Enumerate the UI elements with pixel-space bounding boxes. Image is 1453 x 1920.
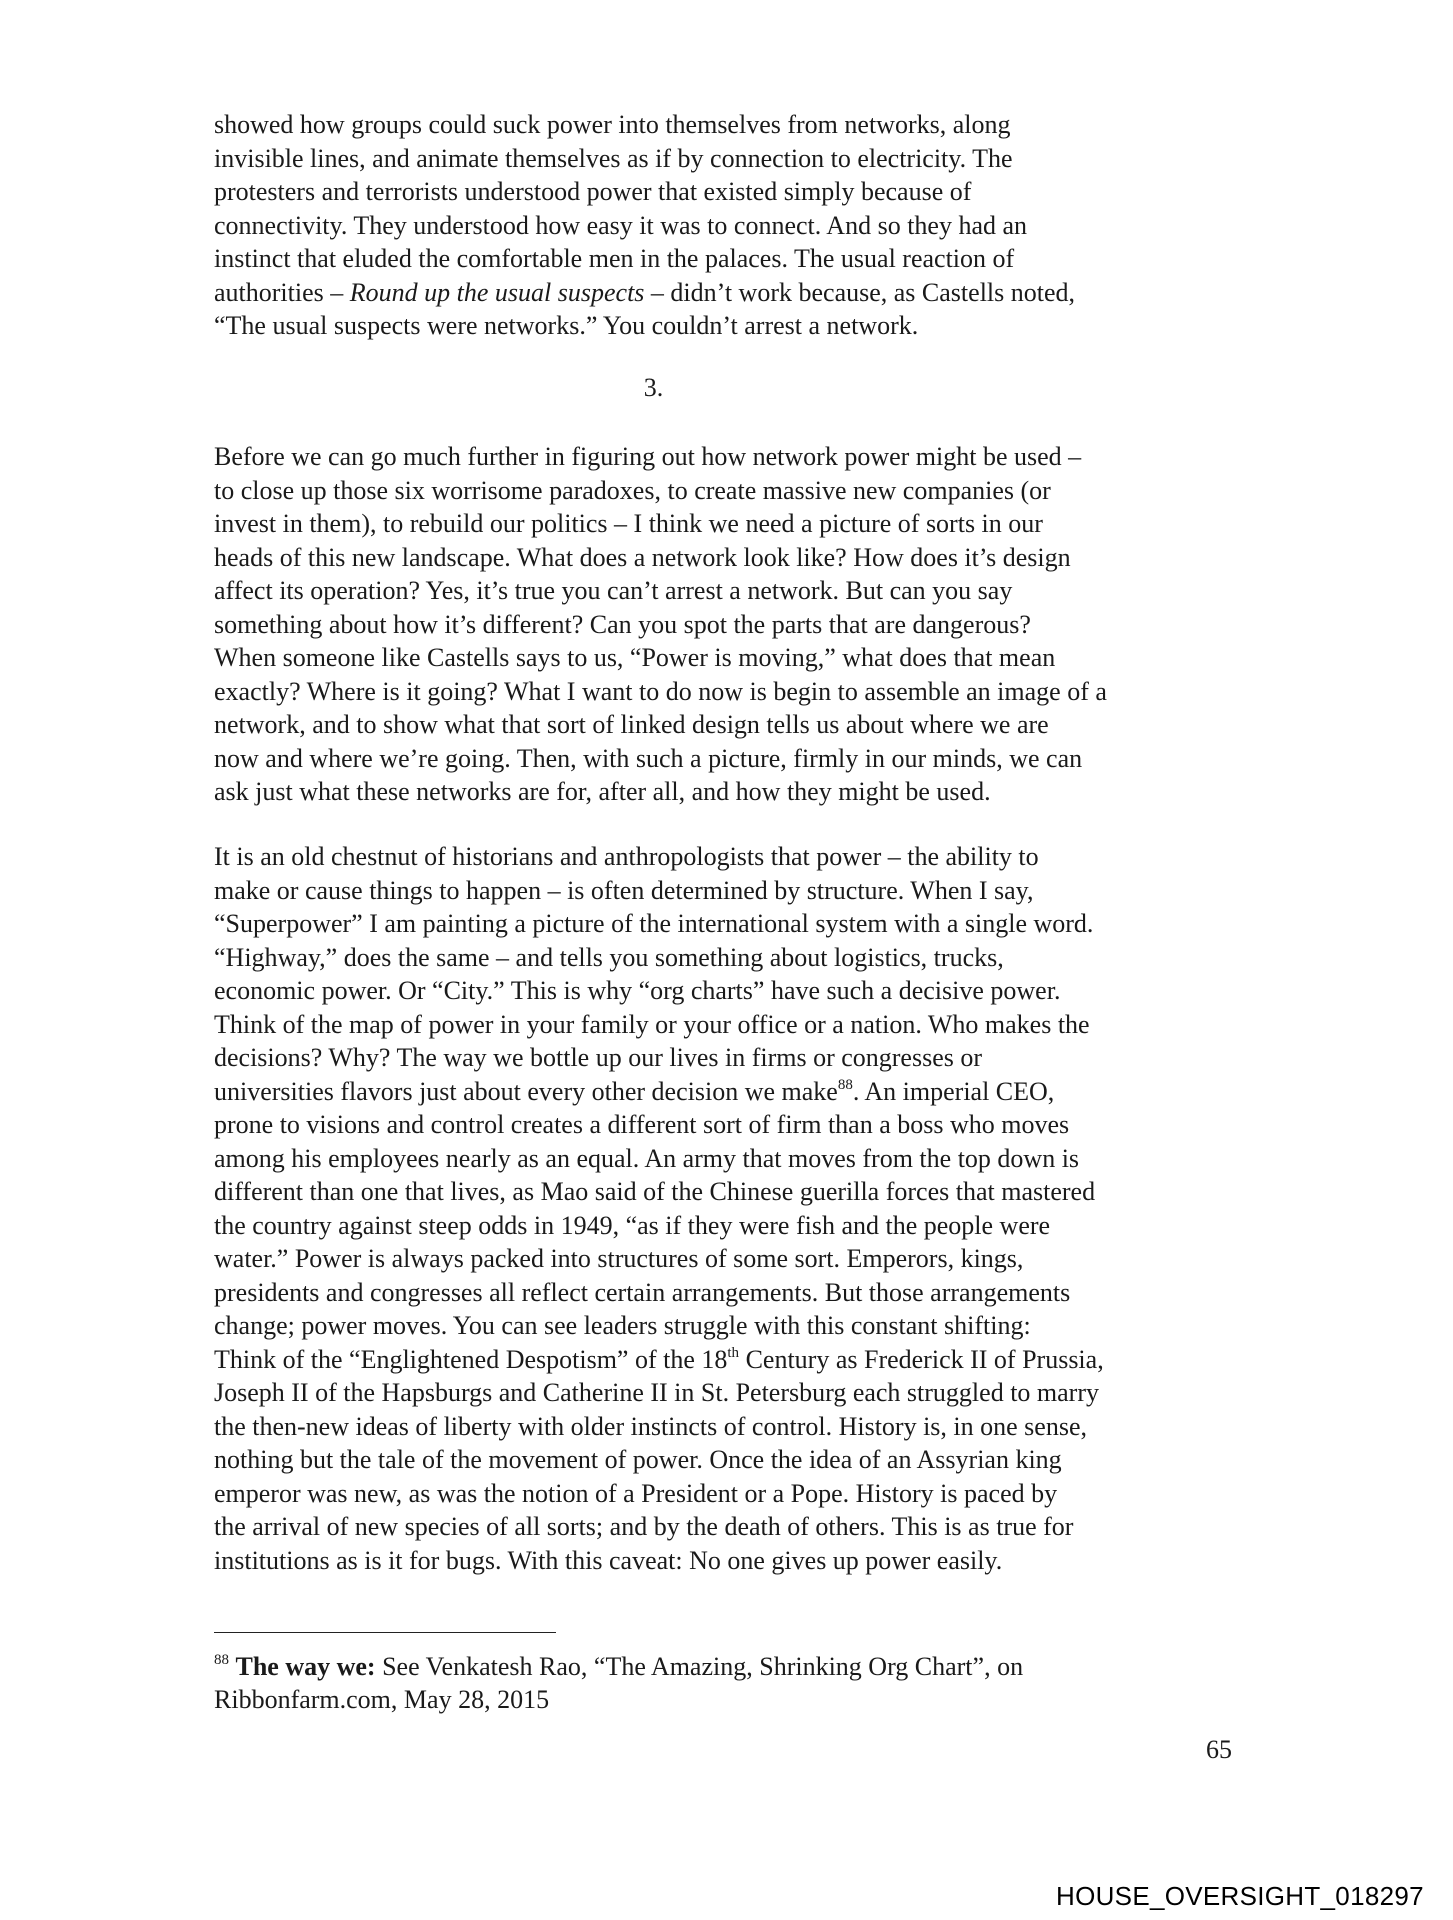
body-text-line: It is an old chestnut of historians and anthropologists that power – the ability to [214, 842, 1039, 871]
text-run: – didn’t work because, as Castells noted, [644, 277, 1076, 307]
body-text-line: the then-new ideas of liberty with older instincts of control. History is, in one sense, [214, 1411, 1087, 1441]
italic-quote: Round up the usual suspects [349, 277, 645, 307]
footnote-lead: The way we: [235, 1652, 376, 1681]
body-text-line: exactly? Where is it going? What I want to do now is begin to assemble an image of a [214, 676, 1107, 706]
text-run: Century as Frederick II of Prussia, [739, 1344, 1104, 1374]
text-run: authorities – [214, 277, 350, 307]
footnote-number: 88 [214, 1652, 229, 1668]
body-text-line: Before we can go much further in figuring out how network power might be used – [214, 442, 1082, 471]
body-text-line: decisions? Why? The way we bottle up our lives in firms or congresses or [214, 1043, 983, 1072]
body-text-line: the country against steep odds in 1949, “as if they were fish and the people were [214, 1210, 1051, 1240]
body-text-line: showed how groups could suck power into themselves from networks, along [214, 110, 1011, 139]
body-text-line: presidents and congresses all reflect certain arrangements. But those arrangements [214, 1277, 1071, 1307]
body-text-line: Joseph II of the Hapsburgs and Catherine II in St. Petersburg each struggled to marry [214, 1378, 1100, 1407]
footnote [214, 1652, 1023, 1682]
body-text-line: ask just what these networks are for, after all, and how they might be used. [214, 777, 991, 806]
section-number: 3. [643, 373, 664, 402]
body-text-line: Think of the map of power in your family or your office or a nation. Who makes the [214, 1009, 1090, 1039]
body-text-line: emperor was new, as was the notion of a President or a Pope. History is paced by [214, 1478, 1058, 1508]
body-text-line: “Superpower” I am painting a picture of the international system with a single word. [214, 909, 1094, 938]
text-run: . An imperial CEO, [852, 1076, 1055, 1106]
bates-stamp: HOUSE_OVERSIGHT_018297 [1056, 1881, 1424, 1911]
body-text-line: affect its operation? Yes, it’s true you can’t arrest a network. But can you say [214, 576, 1013, 605]
body-text-line: now and where we’re going. Then, with such a picture, firmly in our minds, we can [214, 743, 1083, 773]
footnote-text: See Venkatesh Rao, “The Amazing, Shrinking Org Chart”, on [375, 1652, 1024, 1681]
body-text-line: the arrival of new species of all sorts; and by the death of others. This is as true for [214, 1512, 1074, 1541]
body-text-line: instinct that eluded the comfortable men in the palaces. The usual reaction of [214, 244, 1015, 273]
body-text-line: water.” Power is always packed into structures of some sort. Emperors, kings, [214, 1244, 1024, 1273]
body-text-line: network, and to show what that sort of linked design tells us about where we are [214, 710, 1049, 739]
body-text-line: nothing but the tale of the movement of power. Once the idea of an Assyrian king [214, 1445, 1062, 1474]
body-text-line: among his employees nearly as an equal. An army that moves from the top down is [214, 1143, 1080, 1173]
body-text-line: different than one that lives, as Mao said of the Chinese guerilla forces that mastered [214, 1177, 1096, 1206]
footnote-line: Ribbonfarm.com, May 28, 2015 [214, 1685, 550, 1714]
body-text-line: make or cause things to happen – is often determined by structure. When I say, [214, 875, 1034, 905]
page-number: 65 [1206, 1735, 1232, 1764]
ordinal-superscript: th [727, 1344, 740, 1361]
body-text-line [214, 1343, 1254, 1377]
body-text-line: change; power moves. You can see leaders struggle with this constant shifting: [214, 1311, 1031, 1340]
body-text-line: something about how it’s different? Can you spot the parts that are dangerous? [214, 609, 1031, 639]
body-text-line [214, 276, 1254, 310]
body-text-line: economic power. Or “City.” This is why “org charts” have such a decisive power. [214, 976, 1061, 1005]
body-text-line: connectivity. They understood how easy it was to connect. And so they had an [214, 210, 1028, 240]
body-text-line: “The usual suspects were networks.” You couldn’t arrest a network. [214, 311, 919, 340]
body-text-line: invisible lines, and animate themselves as if by connection to electricity. The [214, 143, 1013, 173]
body-text-line: prone to visions and control creates a different sort of firm than a boss who moves [214, 1110, 1070, 1139]
text-run: universities flavors just about every other decision we make [214, 1076, 838, 1106]
body-text-line: When someone like Castells says to us, “Power is moving,” what does that mean [214, 643, 1056, 672]
body-text-line: heads of this new landscape. What does a network look like? How does it’s design [214, 542, 1071, 572]
body-text-line: “Highway,” does the same – and tells you something about logistics, trucks, [214, 942, 1004, 972]
text-run: Think of the “Englightened Despotism” of the 18 [214, 1344, 728, 1374]
footnote-separator [214, 1632, 556, 1633]
body-text-line [214, 1075, 1254, 1109]
body-text-line: invest in them), to rebuild our politics – I think we need a picture of sorts in our [214, 509, 1043, 538]
body-text-line: to close up those six worrisome paradoxes, to create massive new companies (or [214, 475, 1051, 505]
footnote-reference: 88 [837, 1076, 853, 1093]
body-text-line: institutions as is it for bugs. With this caveat: No one gives up power easily. [214, 1545, 1003, 1575]
body-text-line: protesters and terrorists understood power that existed simply because of [214, 177, 972, 206]
